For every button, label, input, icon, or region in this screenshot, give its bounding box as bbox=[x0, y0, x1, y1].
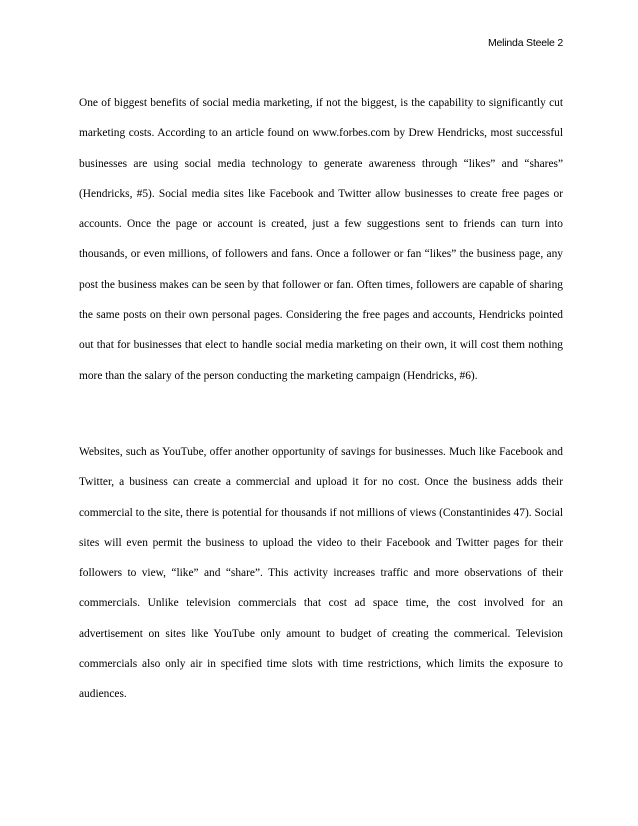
running-header: Melinda Steele 2 bbox=[487, 37, 563, 49]
body-paragraph-1: One of biggest benefits of social media marketing, if not the biggest, is the capability to significantly cut marketing costs. According to an article found on www.forbes.com by Drew Hendricks, most successful businesses are using social media technology to generate awareness through “likes” and “shares” (Hendricks, #5). Social media sites like Facebook and Twitter allow businesses to create free pages or accounts. Once the page or account is created, just a few suggestions sent to friends can turn into thousands, or even millions, of followers and fans. Once a follower or fan “likes” the business page, any post the business makes can be seen by that follower or fan. Often times, followers are capable of sharing the same posts on their own personal pages. Considering the free pages and accounts, Hendricks pointed out that for businesses that elect to handle social media marketing on their own, it will cost them nothing more than the salary of the person conducting the marketing campaign (Hendricks, #6). bbox=[79, 97, 563, 382]
body-paragraph-2: Websites, such as YouTube, offer another opportunity of savings for businesses. Much like Facebook and Twitter, a business can create a commercial and upload it for no cost. Once the business adds their commercial to the site, there is potential for thousands if not millions of views (Constantinides 47). Social sites will even permit the business to upload the video to their Facebook and Twitter pages for their followers to view, “like” and “share”. This activity increases traffic and more observations of their commercials. Unlike television commercials that cost ad space time, the cost involved for an advertisement on sites like YouTube only amount to budget of creating the commerical. Television commercials also only air in specified time slots with time restrictions, which limits the exposure to audiences. bbox=[79, 446, 563, 701]
